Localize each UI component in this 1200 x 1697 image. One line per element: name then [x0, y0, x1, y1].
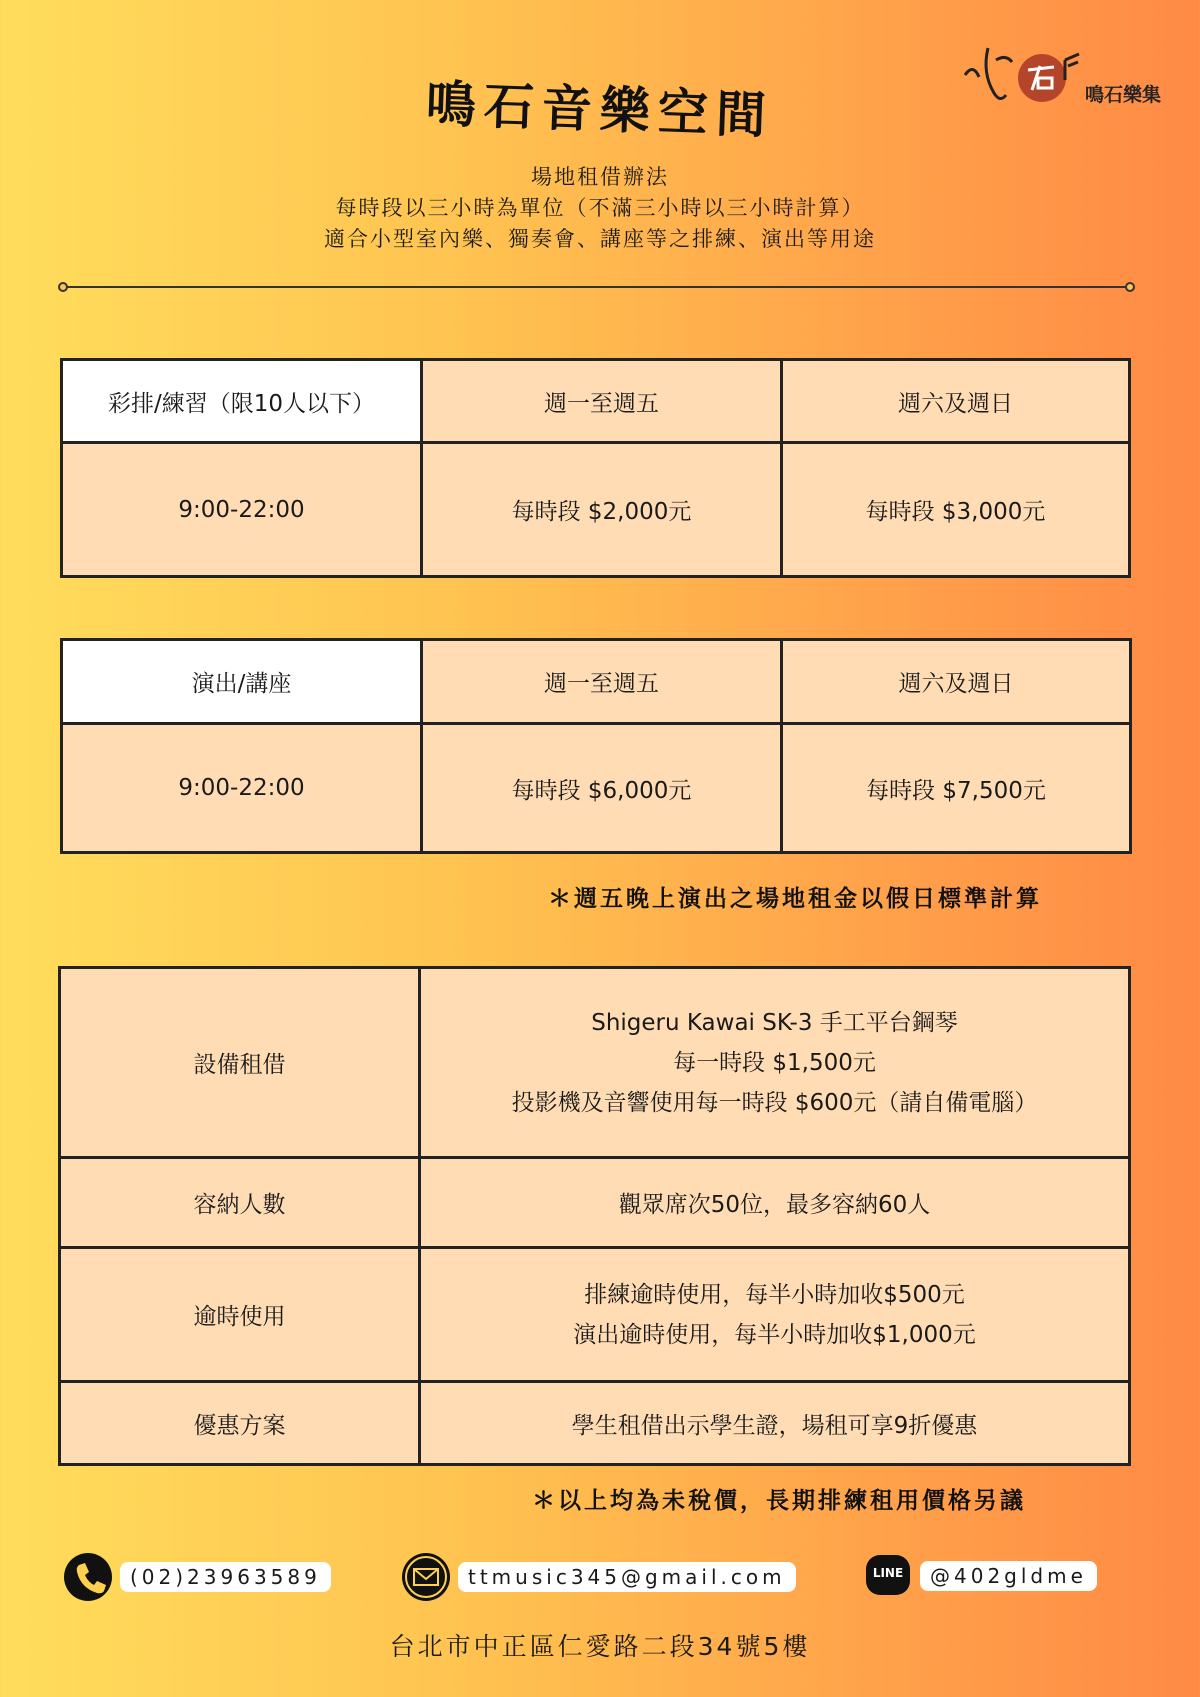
rehearsal-header: 彩排/練習（限10人以下）	[62, 360, 422, 443]
rehearsal-weekday-price: 每時段 $2,000元	[422, 443, 782, 577]
page-title: 鳴石音樂空間	[424, 74, 775, 146]
line-app-icon	[866, 1555, 910, 1595]
equipment-label: 設備租借	[60, 968, 420, 1158]
intro-usage: 適合小型室內樂、獨奏會、講座等之排練、演出等用途	[324, 227, 876, 251]
piano-rental: Shigeru Kawai SK-3 手工平台鋼琴	[591, 1009, 958, 1036]
line-id[interactable]: @402gldme	[920, 1561, 1097, 1591]
rental-intro	[0, 162, 1200, 255]
email-address[interactable]: ttmusic345@gmail.com	[458, 1562, 796, 1592]
email-contact	[402, 1553, 792, 1601]
divider-dot-right	[1125, 282, 1135, 292]
tax-note: ＊以上均為未稅價，長期排練租用價格另議	[532, 1488, 1026, 1514]
rehearsal-col-weekend: 週六及週日	[782, 360, 1130, 443]
equipment-details	[420, 968, 1130, 1158]
performance-col-weekday: 週一至週五	[422, 640, 782, 724]
performance-weekend-price: 每時段 $7,500元	[782, 724, 1131, 853]
discount-label: 優惠方案	[60, 1382, 420, 1465]
piano-price: 每一時段 $1,500元	[673, 1049, 876, 1076]
discount-value: 學生租借出示學生證，場租可享9折優惠	[420, 1382, 1130, 1465]
capacity-label: 容納人數	[60, 1158, 420, 1248]
performance-col-weekend: 週六及週日	[782, 640, 1131, 724]
performance-price-table	[60, 638, 1132, 854]
rehearsal-weekend-price: 每時段 $3,000元	[782, 443, 1130, 577]
phone-number[interactable]: (02)23963589	[120, 1562, 331, 1592]
intro-heading: 場地租借辦法	[531, 165, 669, 189]
performance-hours: 9:00-22:00	[62, 724, 422, 853]
intro-unit-rule: 每時段以三小時為單位（不滿三小時以三小時計算）	[335, 196, 865, 220]
rehearsal-hours: 9:00-22:00	[62, 443, 422, 577]
brand-name: 鳴石樂集	[1085, 84, 1162, 106]
performance-weekday-price: 每時段 $6,000元	[422, 724, 782, 853]
line-contact	[866, 1553, 1096, 1601]
rehearsal-overtime: 排練逾時使用，每半小時加收$500元	[584, 1281, 965, 1308]
line-badge-text: LINE	[872, 1566, 904, 1580]
capacity-value: 觀眾席次50位，最多容納60人	[420, 1158, 1130, 1248]
friday-evening-note: ＊週五晚上演出之場地租金以假日標準計算	[548, 886, 1042, 912]
rehearsal-col-weekday: 週一至週五	[422, 360, 782, 443]
phone-icon	[64, 1553, 112, 1601]
divider-dot-left	[58, 282, 68, 292]
projector-audio-price: 投影機及音響使用每一時段 $600元（請自備電腦）	[511, 1089, 1038, 1116]
mail-icon	[402, 1553, 450, 1601]
overtime-label: 逾時使用	[60, 1248, 420, 1382]
performance-overtime: 演出逾時使用，每半小時加收$1,000元	[573, 1321, 976, 1348]
address: 台北市中正區仁愛路二段34號5樓	[389, 1632, 811, 1661]
performance-header: 演出/講座	[62, 640, 422, 724]
rental-info-table	[58, 966, 1131, 1466]
divider-line	[62, 286, 1130, 288]
rehearsal-price-table	[60, 358, 1131, 578]
overtime-details	[420, 1248, 1130, 1382]
phone-contact	[64, 1553, 334, 1601]
